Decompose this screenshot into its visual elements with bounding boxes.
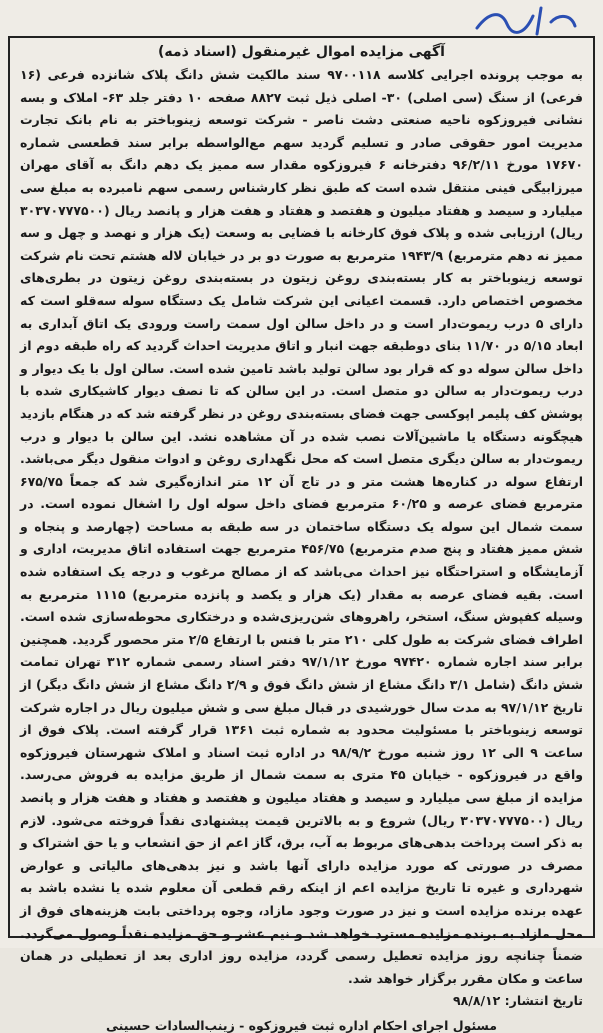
notice-body: به موجب پرونده اجرایی کلاسه ۹۷۰۰۱۱۸ سند مالکیت شش دانگ پلاک شانزده فرعی (۱۶ فرعی) از سنگ (سی اصلی) ۳۰- اصلی ذیل ثبت ۸۸۲۷ صفحه ۱۰ دفتر جلد ۶۳- املاک و بسه نشانی فیروزکوه ناحیه صنعتی دشت ناصر - شرکت توسعه زینوباختر به نام بانک تجارت مدیریت امور حقوقی صادر و تسلیم گردید سهم مع‌الواسطه برابر سند قطعسی شماره ۱۷۶۷۰ مورخ ۹۶/۲/۱۱ دفترخانه ۶ فیروزکوه مقدار سه ممیز یک دهم دانگ به آقای مهران میرزابیگی فینی منتقل شده است که طبق نظر کارشناس رسمی سهم نامبرده به مبلغ سی میلیارد و سیصد و هفتاد میلیون و هفتصد و هفتاد و هفت هزار و پانصد ریال (۳۰۳۷۰۷۷۷۵۰۰ ریال) ارزیابی شده و پلاک فوق کارخانه با فضایی به وسعت (یک هزار و نهصد و چهل و سه ممیز نه دهم مترمربع) ۱۹۴۳/۹ مترمربع به صورت دو بر در خیابان لاله هشتم تحت نام شرکت توسعه زینوباختر به کار بسته‌بندی روغن زیتون در بسته‌بندی روغن زیتون در بطری‌های مخصوص اختصاص دارد. قسمت اعیانی این شرکت شامل یک دستگاه سوله سه‌قلو است که دارای ۵ درب ریموت‌دار است و در داخل سالن اول سمت راست ورودی یک اتاق آبداری به ابعاد ۵/۱۵ در ۱۱/۷۰ بنای دوطبقه جهت انبار و اتاق مدیریت احداث گردید که راه طبقه دوم از داخل سالن سوله دو که قرار بود سالن تولید باشد تامین شده است. سالن اول با یک دیوار و درب ریموت‌دار به سالن دو متصل است. در این سالن که تا نصف دیوار کاشیکاری شده با پوشش کف پلیمر اپوکسی جهت فضای بسته‌بندی روغن در نظر گرفته شد که در هنگام بازدید هیچگونه دستگاه یا ماشین‌آلات نصب شده در آن مشاهده نشد. این سالن با دیوار و درب ریموت‌دار به سالن دیگری متصل است که محل نگهداری روغن و ادوات منقول دیگر می‌باشد. ارتفاع سوله در کناره‌ها هشت متر و در تاج آن ۱۲ متر اندازه‌گیری شد که جمعاً ۶۷۵/۷۵ مترمربع فضای عرصه و ۶۰/۲۵ مترمربع فضای داخل سوله اول را اشغال نموده است. در سمت شمال این سوله یک دستگاه ساختمان در سه طبقه به مساحت (چهارصد و پنجاه و شش ممیز هفتاد و پنج صدم مترمربع) ۴۵۶/۷۵ مترمربع جهت استفاده اتاق مدیریت، اداری و آزمایشگاه و استراحتگاه نیز احداث می‌باشد که از مصالح مرغوب و درجه یک استفاده شده است. بقیه فضای عرصه به مقدار (یک هزار و یکصد و پانزده مترمربع) ۱۱۱۵ مترمربع به وسیله کفپوش سنگ، استخر، راهروهای شن‌ریزی‌شده و درختکاری محوطه‌سازی شده است. اطراف فضای شرکت به طول کلی ۲۱۰ متر با فنس با ارتفاع ۲/۵ متر محصور گردید. همچنین برابر سند اجاره شماره ۹۷۴۲۰ مورخ ۹۷/۱/۱۲ دفتر اسناد رسمی شماره ۳۱۲ تهران تمامت شش دانگ (شامل ۳/۱ دانگ مشاع از شش دانگ فوق و ۲/۹ دانگ مشاع از شش دانگ دیگر) از تاریخ ۹۷/۱/۱۲ به مدت سال خورشیدی در قبال مبلغ سی و شش میلیون ریال در اجاره شرکت توسعه زینوباختر با مسئولیت محدود به شماره ثبت ۱۳۶۱ قرار گرفته است. پلاک فوق از ساعت ۹ الی ۱۲ روز شنبه مورخ ۹۸/۹/۲ در اداره ثبت اسناد و املاک شهرستان فیروزکوه واقع در فیروزکوه - خیابان ۴۵ متری به سمت شمال از طریق مزایده به فروش می‌رسد. مزایده از مبلغ سی میلیارد و سیصد و هفتاد میلیون و هفتصد و هفتاد و هفت هزار و پانصد ریال (۳۰۳۷۰۷۷۷۵۰۰ ریال) شروع و به بالاترین قیمت پیشنهادی نقداً فروخته می‌شود. لازم به ذکر است پرداخت بدهی‌های مربوط به آب، برق، گاز اعم از حق انشعاب و یا حق اشتراک و مصرف در صورتی که مورد مزایده دارای آنها باشد و نیز بدهی‌های مالیاتی و عوارض شهرداری و غیره تا تاریخ مزایده اعم از اینکه رقم قطعی آن معلوم شده یا نشده باشد به عهده برنده مزایده است و نیز در صورت وجود مازاد، وجوه پرداختی بابت هزینه‌های فوق از محل مازاد به برنده مزایده مسترد خواهد شد و نیم عشر و حق مزایده نقداً وصول می‌گردد. ضمناً چنانچه روز مزایده تعطیل رسمی گردد، مزایده روز اداری بعد از تعطیلی در همان ساعت و مکان مقرر برگزار خواهد شد. — [20, 67, 584, 986]
notice-box — [8, 36, 595, 1033]
notice-title: آگهی مزایده اموال غیرمنقول (اسناد ذمه) — [158, 44, 445, 60]
notice-signature: مسئول اجرای احکام اداره ثبت فیروزکوه - زینب‌السادات حسینی — [105, 1018, 498, 1033]
handwritten-note — [467, 0, 587, 40]
publication-date: تاریخ انتشار: ۹۸/۸/۱۲ — [453, 993, 583, 1009]
